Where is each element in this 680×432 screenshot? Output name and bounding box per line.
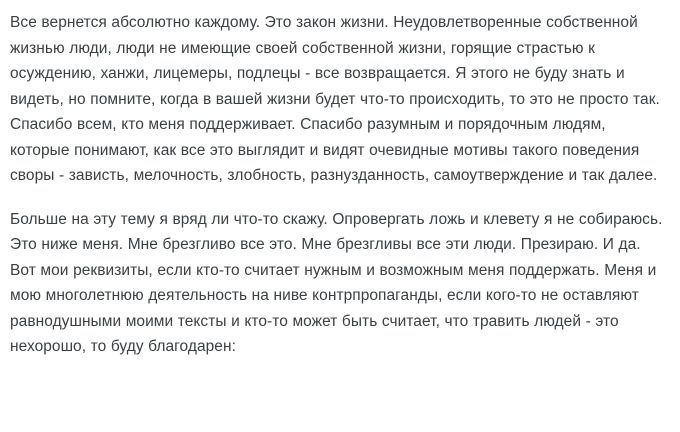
paragraph-1: Все вернется абсолютно каждому. Это закон жизни. Неудовлетворенные собственной жизнью люди, люди не имеющие своей собственной жизни, горящие страстью к осуждению, ханжи, лицемеры, подлецы - все возвращается. Я этого не буду знать и видеть, но помните, когда в вашей жизни будет что-то происходить, то это не просто так. Спасибо всем, кто меня поддерживает. Спасибо разумным и порядочным людям, которые понимают, как все это выглядит и видят очевидные мотивы такого поведения своры - зависть, мелочность, злобность, разнузданность, самоутверждение и так далее. xyxy=(10,14,660,184)
article-body xyxy=(10,10,668,360)
paragraph-2: Больше на эту тему я вряд ли что-то скажу. Опровергать ложь и клевету я не собираюсь. Это ниже меня. Мне брезгливо все это. Мне брезгливы все эти люди. Презираю. И да. Вот мои реквизиты, если кто-то считает нужным и возможным меня поддержать. Меня и мою многолетнюю деятельность на ниве контрпропаганды, если кого-то не оставляют равнодушными моими тексты и кто-то может быть считает, что травить людей - это нехорошо, то буду благодарен: xyxy=(10,210,663,355)
